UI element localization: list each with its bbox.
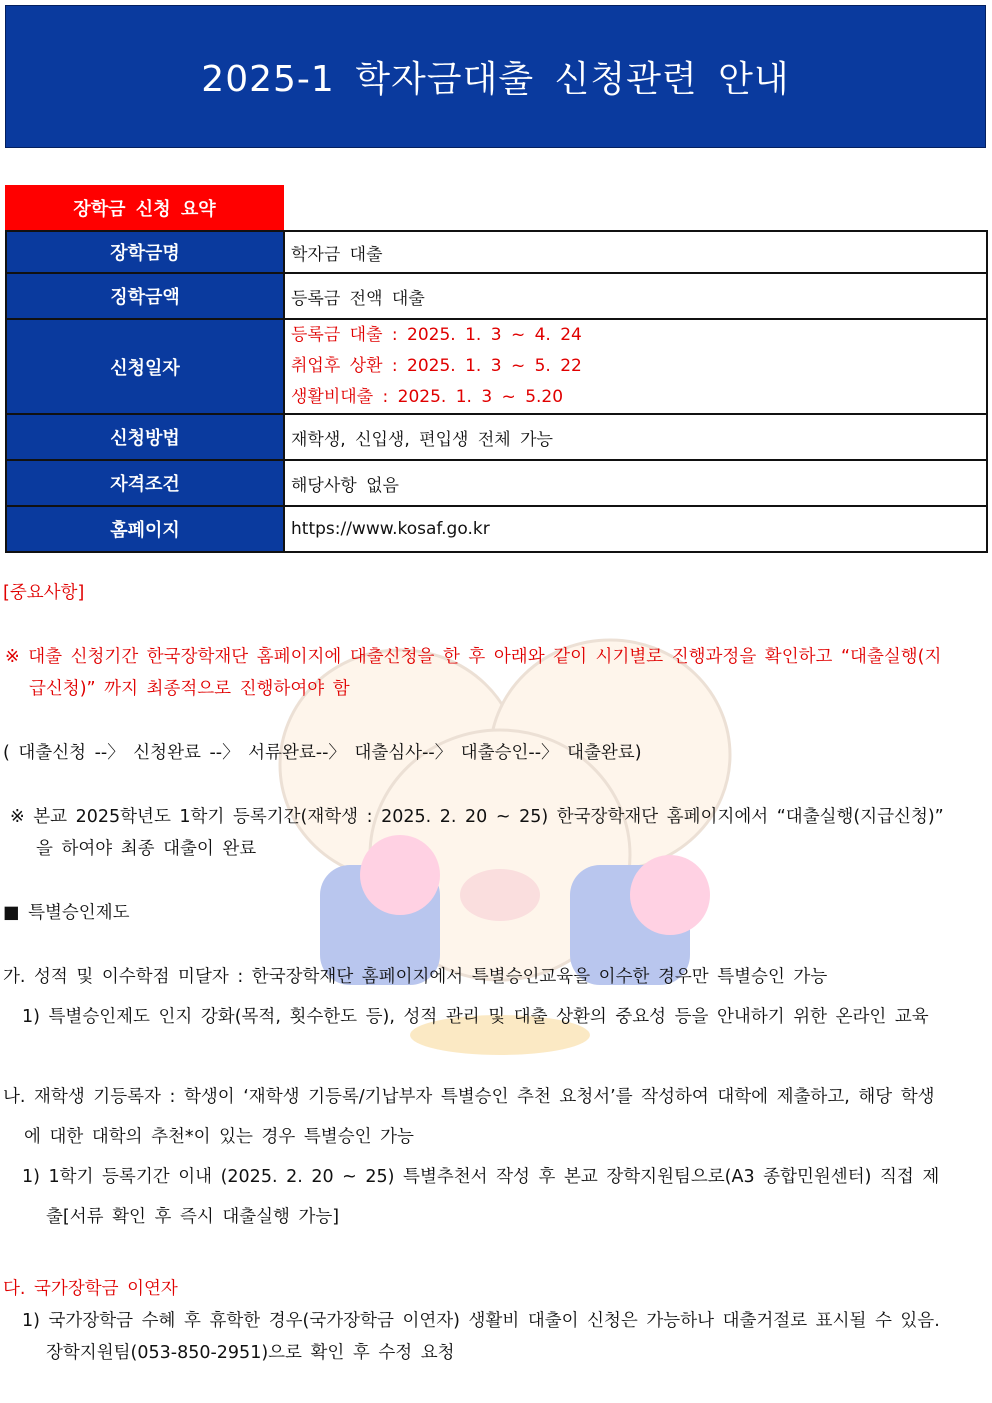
- special-approval-heading: ■ 특별승인제도: [3, 903, 130, 923]
- summary-header: 장학금 신청 요약: [5, 185, 284, 230]
- row-value: 학자금 대출: [284, 231, 987, 273]
- special-item-da: 다. 국가장학금 이연자: [3, 1279, 178, 1299]
- table-row: [6, 273, 987, 319]
- loan-process-flow: ( 대출신청 --〉 신청완료 --〉 서류완료--〉 대출심사--〉 대출승인--〉 대출완료): [3, 743, 642, 763]
- important-note-1-cont: 급신청)” 까지 최종적으로 진행하여야 함: [29, 679, 350, 699]
- table-row: [6, 231, 987, 273]
- important-note-2-cont: 을 하여야 최종 대출이 완료: [36, 839, 257, 859]
- special-item-na: 나. 재학생 기등록자 : 학생이 ‘재학생 기등록/기납부자 특별승인 추천 요청서’를 작성하여 대학에 제출하고, 해당 학생: [3, 1087, 935, 1107]
- table-row: [6, 414, 987, 460]
- row-label: 신청방법: [6, 414, 284, 460]
- special-item-na-1: 1) 1학기 등록기간 이내 (2025. 2. 20 ~ 25) 특별추천서 작성 후 본교 장학지원팀으로(A3 종합민원센터) 직접 제: [22, 1167, 940, 1187]
- row-value: 등록금 전액 대출: [284, 273, 987, 319]
- title-banner: [5, 5, 986, 148]
- important-note-1: ※ 대출 신청기간 한국장학재단 홈페이지에 대출신청을 한 후 아래와 같이 시기별로 진행과정을 확인하고 “대출실행(지: [5, 647, 942, 667]
- important-note-2: ※ 본교 2025학년도 1학기 등록기간(재학생 : 2025. 2. 20 ~ 25) 한국장학재단 홈페이지에서 “대출실행(지급신청)”: [10, 807, 944, 827]
- summary-table: [5, 230, 988, 553]
- period-loan: 등록금 대출 : 2025. 1. 3 ~ 4. 24: [291, 325, 582, 345]
- special-item-na-1-cont: 출[서류 확인 후 즉시 대출실행 가능]: [46, 1207, 340, 1227]
- page-title: 2025-1 학자금대출 신청관련 안내: [201, 59, 790, 100]
- row-label: 장학금명: [6, 231, 284, 273]
- period-values: [284, 319, 987, 414]
- table-row: [6, 506, 987, 552]
- important-heading: [중요사항]: [3, 583, 85, 603]
- period-post-employment: 취업후 상환 : 2025. 1. 3 ~ 5. 22: [291, 356, 582, 376]
- row-value: 재학생, 신입생, 편입생 전체 가능: [284, 414, 987, 460]
- special-item-na-cont: 에 대한 대학의 추천*이 있는 경우 특별승인 가능: [24, 1127, 414, 1147]
- special-item-ga-1: 1) 특별승인제도 인지 강화(목적, 횟수한도 등), 성적 관리 및 대출 상환의 중요성 등을 안내하기 위한 온라인 교육: [22, 1007, 929, 1027]
- period-living-expense: 생활비대출 : 2025. 1. 3 ~ 5.20: [291, 387, 564, 407]
- row-label: 징학금액: [6, 273, 284, 319]
- homepage-link[interactable]: https://www.kosaf.go.kr: [284, 506, 987, 552]
- row-label: 신청일자: [6, 319, 284, 414]
- special-item-da-1-cont: 장학지원팀(053-850-2951)으로 확인 후 수정 요청: [46, 1343, 455, 1363]
- special-item-da-1: 1) 국가장학금 수혜 후 휴학한 경우(국가장학금 이연자) 생활비 대출이 신청은 가능하나 대출거절로 표시될 수 있음.: [22, 1311, 940, 1331]
- row-label: 자격조건: [6, 460, 284, 506]
- table-row: [6, 319, 987, 414]
- row-value: 해당사항 없음: [284, 460, 987, 506]
- table-row: [6, 460, 987, 506]
- row-label: 홈페이지: [6, 506, 284, 552]
- special-item-ga: 가. 성적 및 이수학점 미달자 : 한국장학재단 홈페이지에서 특별승인교육을 이수한 경우만 특별승인 가능: [3, 967, 828, 987]
